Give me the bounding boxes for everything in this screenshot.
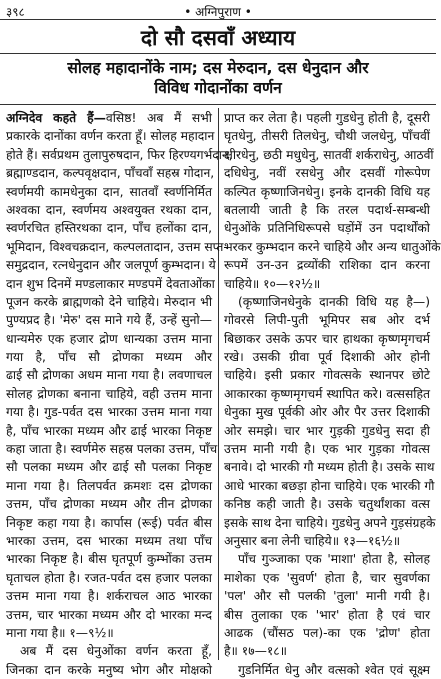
line-text: माशेका एक 'सुवर्ण' होता है, चार सुवर्णका — [224, 570, 430, 585]
line-text: घृताचल होता है। रजत-पर्वत दस हजार पलका — [6, 570, 212, 585]
line-text: स्वर्णमयी कामधेनुका दान, सातवाँ स्वर्णनिर्मित — [6, 184, 212, 199]
text-line — [6, 532, 212, 550]
text-line — [6, 146, 233, 164]
text-line — [224, 495, 430, 513]
text-line — [224, 458, 435, 476]
text-line — [6, 587, 212, 605]
line-text: आढक (चौंसठ पल)-का एक 'द्रोण' होता — [224, 625, 430, 640]
line-text: दधिधेनु, नवीं रसधेनु और दसवीं गोरूपेण — [224, 166, 430, 181]
line-text: चाहिये। इसी प्रकार गोवत्सके स्थानपर छोटे — [224, 368, 430, 383]
text-line — [224, 514, 436, 532]
line-text: कनिष्ठ कही जाती है। उसके चतुर्थांशका वत्स — [224, 497, 430, 512]
text-line — [224, 440, 430, 458]
text-line — [6, 403, 212, 421]
line-text: 'पल' और सौ पलकी 'तुला' मानी गयी है। — [224, 589, 430, 604]
text-line — [6, 422, 212, 440]
line-text: चाहिये॥ १०—१२½॥ — [224, 276, 321, 291]
line-text: माना गया है। तिलपर्वत क्रमशः दस द्रोणका — [6, 478, 212, 493]
chapter-title: दो सौ दसवाँ अध्याय — [140, 26, 296, 50]
text-line — [6, 606, 212, 624]
text-line — [224, 385, 430, 403]
text-line — [224, 109, 430, 127]
line-text: गया है। गुड-पर्वत दस भारका उत्तम माना गया — [6, 405, 212, 420]
line-text: उत्तम माना गया है। शर्कराचल आठ भारका — [6, 589, 212, 604]
line-text: प्रकारके दानोंका वर्णन करता हूँ। सोलह महादान — [6, 129, 215, 144]
text-line — [6, 183, 212, 201]
line-text: अब मैं दस धेनुओंका वर्णन करता हूँ, — [20, 644, 212, 659]
text-line — [224, 183, 430, 201]
line-text: क्षीरधेनु, छठी मधुधेनु, सातवीं शर्कराधेनु, आठवीं — [224, 147, 434, 162]
line-text: गुडनिर्मित धेनु और वत्सको श्वेत एवं सूक्ष्म — [238, 662, 430, 677]
text-line — [6, 366, 212, 384]
page-header — [0, 0, 436, 20]
line-text: कल्पित कृष्णाजिनधेनु। इनके दानकी विधि यह — [224, 184, 430, 199]
line-text: गोवरसे लिपी-पुती भूमिपर सब ओर दर्भ — [224, 313, 430, 328]
text-line — [6, 219, 212, 237]
line-text: घृतधेनु, तीसरी तिलधेनु, चौथी जलधेनु, पाँचवीं — [224, 129, 430, 144]
text-line — [224, 366, 430, 384]
line-text: निकृष्ट कहा गया है। कार्पास (रूई) पर्वत बीस — [6, 515, 212, 530]
line-text: वसिष्ठ! अब मैं सभी — [105, 111, 212, 125]
line-text: पूजन करके ब्राह्मणको देने चाहिये। मेरुदान भी — [6, 294, 212, 309]
column-divider — [218, 108, 219, 660]
line-text: अनुसार बना लेनी चाहिये॥ १३—१६½॥ — [224, 533, 401, 548]
text-line — [224, 256, 430, 274]
line-text: है॥ १७—१८॥ — [224, 644, 288, 659]
text-line — [6, 275, 215, 293]
line-text: इसके साथ देना चाहिये। गुडधेनु अपने गुड़संग्रहके — [224, 515, 436, 530]
line-text: भरकर कुम्भदान करने चाहिये और अन्य धातुओंके — [224, 239, 441, 254]
text-line — [6, 256, 216, 274]
text-line — [6, 661, 212, 679]
line-text: बनावे। दो भारकी गौ मध्यम होती है। उसके साथ — [224, 460, 435, 475]
text-line — [6, 201, 212, 219]
line-text: सोलह द्रोणका बनाना चाहिये, वही उत्तम माना — [6, 386, 212, 401]
line-text: बिछाकर उसके ऊपर चार हाथका कृष्णमृगचर्म — [224, 331, 430, 346]
text-line — [6, 458, 212, 476]
line-text: धान्यमेरु एक हजार द्रोण धान्यका उत्तम माना — [6, 331, 212, 346]
line-text: उत्तम, चार भारका मध्यम और दो भारका मन्द — [6, 607, 212, 622]
text-line — [224, 422, 430, 440]
line-text: आकारका कृष्णमृगचर्म स्थापित करे। वत्ससहित — [224, 386, 430, 401]
line-text: भारका निकृष्ट है। बीस घृतपूर्ण कुम्भोंका उत्तम — [6, 552, 212, 567]
text-line — [6, 440, 218, 458]
line-text: उत्तम, पाँच द्रोणका मध्यम और तीन द्रोणका — [6, 497, 212, 512]
line-text: आधे भारका बछड़ा होना चाहिये। एक भारकी गौ — [224, 478, 435, 493]
text-line — [224, 550, 430, 568]
line-text: सौ पलका मध्यम और ढाई सौ पलका निकृष्ट — [6, 460, 212, 475]
text-line — [6, 127, 215, 145]
line-text: कहा जाता है। स्वर्णमेरु सहस्र पलका उत्तम, पाँच — [6, 442, 218, 457]
line-text: प्राप्त कर लेता है। पहली गुडधेनु होती है, दूसरी — [224, 111, 430, 125]
text-line — [224, 642, 430, 660]
line-text: (कृष्णाजिनधेनुके दानकी विधि यह है—) — [238, 294, 430, 309]
line-text: होते हैं। सर्वप्रथम तुलापुरुषदान, फिर हिरण्यगर्भदान, — [6, 147, 233, 162]
text-line — [6, 109, 212, 127]
text-line — [224, 330, 430, 348]
text-line — [6, 164, 215, 182]
text-line — [6, 311, 212, 329]
line-text: बतलायी जाती है कि तरल पदार्थ-सम्बन्धी — [224, 202, 430, 217]
line-text: समुद्रदान, रत्नधेनुदान और जलपूर्ण कुम्भदान। ये — [6, 258, 216, 273]
line-text: उत्तम मानी गयी है। एक भार गुड़का गोवत्स — [224, 442, 430, 457]
text-line — [224, 311, 430, 329]
line-text: पुण्यप्रद है। 'मेरु' दस माने गये हैं, उन्हें सुनो— — [6, 313, 212, 328]
running-title: • अग्निपुराण • — [184, 5, 252, 19]
text-line — [6, 477, 212, 495]
line-text: माना गया है॥ १—९½॥ — [6, 625, 114, 640]
text-line — [6, 385, 212, 403]
text-line — [224, 403, 430, 421]
text-line — [224, 348, 430, 366]
text-line — [224, 238, 441, 256]
subtitle-line: सोलह महादानोंके नाम; दस मेरुदान, दस धेनुदान और — [67, 59, 369, 77]
line-text: धेनुओंके प्रतिनिधिरूपसे घड़ोंमें उन पदार्थोंको — [224, 221, 430, 236]
line-text: ओर समझे। चार भार गुड़की गुडधेनु सदा ही — [224, 423, 430, 438]
text-line — [6, 495, 212, 513]
line-text: स्वर्णरचित हस्तिरथका दान, पाँच हलोंका दान, — [6, 221, 212, 236]
text-line — [6, 569, 212, 587]
text-line — [224, 606, 430, 624]
text-line — [6, 514, 212, 532]
left-column — [6, 109, 233, 677]
subtitle-line: विविध गोदानोंका वर्णन — [154, 79, 282, 97]
line-text: बीस तुलाका एक 'भार' होता है एवं चार — [224, 607, 430, 622]
text-line — [224, 532, 430, 550]
title-divider — [0, 53, 436, 54]
text-line — [6, 348, 212, 366]
speaker-lead: अग्निदेव कहते हैं— — [6, 111, 106, 125]
text-line — [224, 219, 430, 237]
line-text: दान शुभ दिनमें मण्डलाकार मण्डपमें देवताओंका — [6, 276, 215, 291]
chapter-subtitle — [0, 58, 436, 98]
line-text: गया है, पाँच सौ द्रोणका मध्यम और — [6, 350, 212, 365]
text-line — [6, 624, 212, 642]
right-column — [224, 109, 441, 677]
line-text: भूमिदान, विश्वचक्रदान, कल्पलतादान, उत्तम सप्त- — [6, 239, 228, 254]
text-line — [6, 238, 228, 256]
text-line — [6, 550, 212, 568]
line-text: जिनका दान करके मनुष्य भोग और मोक्षको — [6, 662, 212, 677]
line-text: पाँच गुञ्जाका एक 'माशा' होता है, सोलह — [238, 552, 430, 567]
text-line — [6, 293, 212, 311]
text-line — [224, 127, 430, 145]
line-text: धेनुका मुख पूर्वकी ओर और पैर उत्तर दिशाकी — [224, 405, 430, 420]
line-text: रखे। उसकी ग्रीवा पूर्व दिशाकी ओर होनी — [224, 350, 430, 365]
line-text: ब्रह्माण्डदान, कल्पवृक्षदान, पाँचवाँ सहस्र गोदान, — [6, 166, 215, 181]
page-number: ३९८ — [6, 5, 25, 19]
text-line — [224, 293, 430, 311]
line-text: है, पाँच भारका मध्यम और ढाई भारका निकृष्ट — [6, 423, 212, 438]
text-line — [224, 146, 434, 164]
text-line — [224, 587, 430, 605]
line-text: ढाई सौ द्रोणका अधम माना गया है। लवणाचल — [6, 368, 212, 383]
line-text: भारका उत्तम, दस भारका मध्यम तथा पाँच — [6, 533, 212, 548]
line-text: अश्वका दान, स्वर्णमय अश्वयुक्त रथका दान, — [6, 202, 212, 217]
text-line — [6, 330, 212, 348]
text-line — [224, 477, 435, 495]
text-line — [224, 164, 430, 182]
text-line — [224, 201, 430, 219]
text-line — [224, 661, 430, 679]
header-bottom-divider — [0, 104, 436, 105]
text-line — [224, 275, 430, 293]
line-text: रूपमें उन-उन द्रव्योंकी राशिका दान करना — [224, 258, 430, 273]
text-line — [224, 624, 430, 642]
text-line — [6, 642, 212, 660]
text-line — [224, 569, 430, 587]
